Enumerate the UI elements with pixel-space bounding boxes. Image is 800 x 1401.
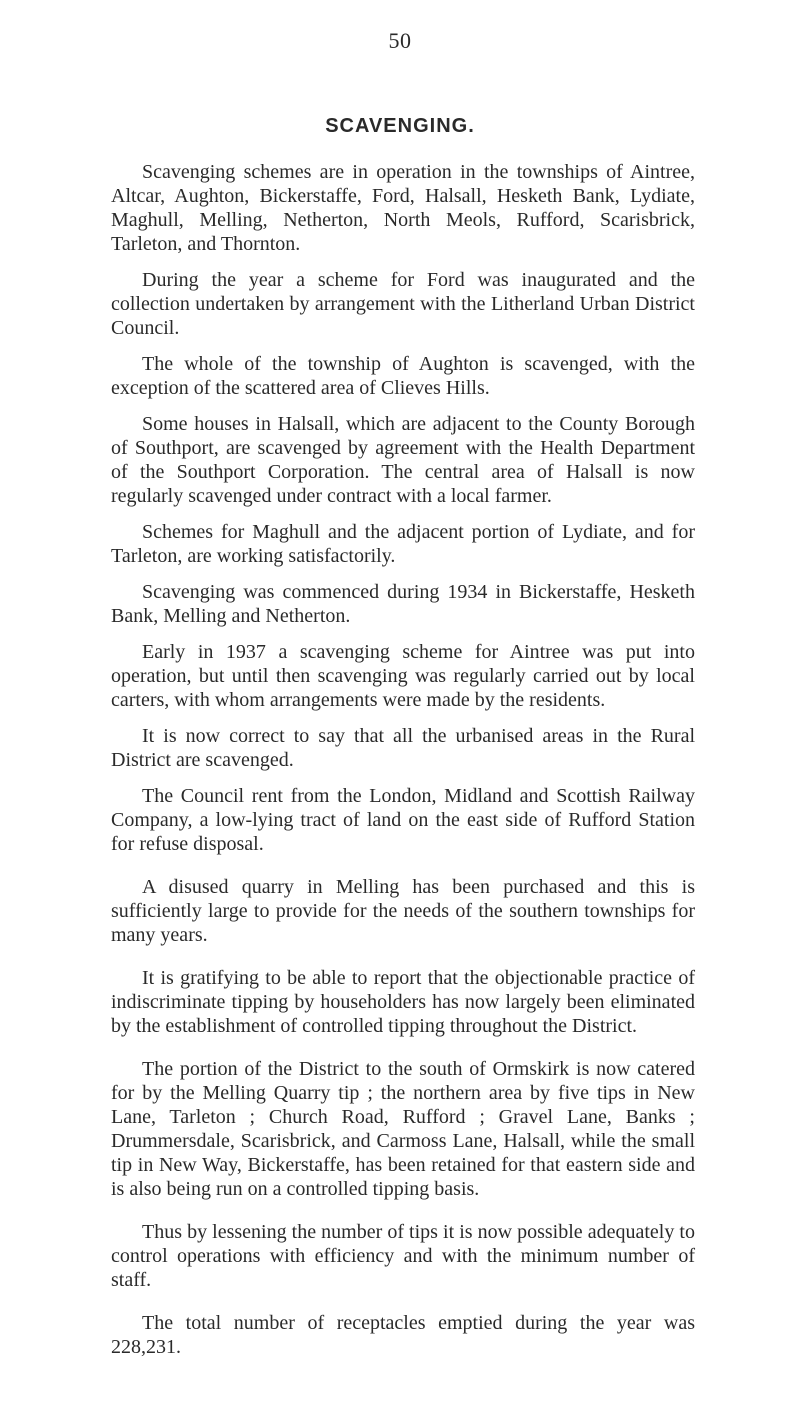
paragraph-aughton: The whole of the township of Aughton is scavenged, with the exception of the scattered area of Clieves Hills. — [111, 353, 695, 399]
paragraph-ford: During the year a scheme for Ford was inaugurated and the collection undertaken by arrangement with the Litherland Urban District Council. — [111, 269, 695, 339]
paragraph-quarry: A disused quarry in Melling has been purchased and this is sufficiently large to provide for the needs of the southern townships for many years. — [111, 876, 695, 946]
paragraph-urbanised: It is now correct to say that all the urbanised areas in the Rural District are scavenged. — [111, 725, 695, 771]
paragraph-tips: The portion of the District to the south of Ormskirk is now catered for by the Melling Quarry tip ; the northern area by five tips in New Lane, Tarleton ; Church Road, Rufford ; Gravel Lane, Banks ; Drummersdale, Scarisbrick, and Carmoss Lane, Halsall, while the small tip in New Way, Bickerstaffe, has been retained for that eastern side and is also being run on a controlled tipping basis. — [111, 1058, 695, 1200]
paragraph-efficiency: Thus by lessening the number of tips it is now possible adequately to control operations with efficiency and with the minimum number of staff. — [111, 1221, 695, 1291]
paragraph-railway: The Council rent from the London, Midland and Scottish Railway Company, a low-lying tract of land on the east side of Rufford Station for refuse disposal. — [111, 785, 695, 855]
paragraph-aintree: Early in 1937 a scavenging scheme for Aintree was put into operation, but until then scavenging was regularly carried out by local carters, with whom arrangements were made by the residents. — [111, 641, 695, 711]
section-heading: SCAVENGING. — [325, 115, 475, 137]
body-text — [111, 160, 695, 1371]
paragraph-1934: Scavenging was commenced during 1934 in Bickerstaffe, Hesketh Bank, Melling and Netherton. — [111, 581, 695, 627]
paragraph-maghull: Schemes for Maghull and the adjacent portion of Lydiate, and for Tarleton, are working satisfactorily. — [111, 521, 695, 567]
paragraph-tipping: It is gratifying to be able to report that the objectionable practice of indiscriminate tipping by householders has now largely been eliminated by the establishment of controlled tipping throughout the District. — [111, 967, 695, 1037]
paragraph-halsall: Some houses in Halsall, which are adjacent to the County Borough of Southport, are scavenged by agreement with the Health Department of the Southport Corporation. The central area of Halsall is now regularly scavenged under contract with a local farmer. — [111, 413, 695, 507]
page-number: 50 — [388, 28, 412, 53]
paragraph-townships: Scavenging schemes are in operation in the townships of Aintree, Altcar, Aughton, Bickerstaffe, Ford, Halsall, Hesketh Bank, Lydiate, Maghull, Melling, Netherton, North Meols, Rufford, Scarisbrick, Tarleton, and Thornton. — [111, 161, 695, 255]
paragraph-receptacles: The total number of receptacles emptied during the year was 228,231. — [111, 1312, 695, 1358]
